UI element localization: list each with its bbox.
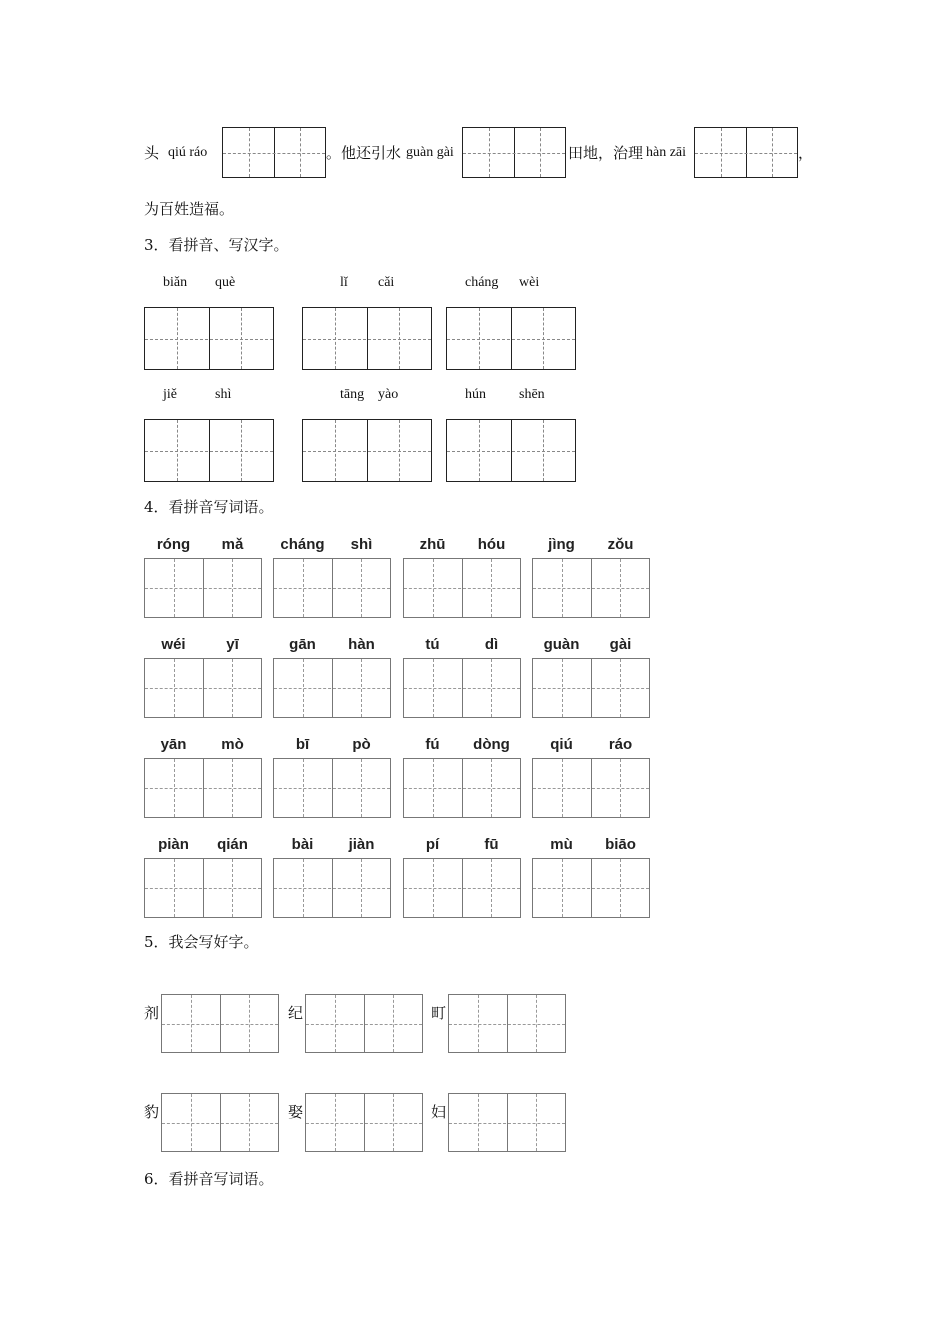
- pinyin-syllable: piàn: [158, 836, 189, 853]
- pinyin-syllable: biǎn: [163, 275, 188, 290]
- model-character: 剂: [144, 1004, 160, 1022]
- writing-grid[interactable]: [403, 658, 521, 718]
- pinyin-syllable: gài: [609, 636, 632, 653]
- model-character: 豹: [144, 1103, 160, 1121]
- writing-grid[interactable]: [694, 127, 798, 178]
- line1-text-4: ，: [798, 144, 814, 162]
- pinyin-syllable: tú: [425, 636, 440, 653]
- pinyin-syllable: mǎ: [221, 536, 244, 553]
- pinyin-syllable: biāo: [605, 836, 636, 853]
- pinyin-syllable: cháng: [465, 275, 499, 290]
- writing-grid[interactable]: [273, 758, 391, 818]
- section5-title: 5．我会写好字。: [144, 933, 259, 951]
- line2-text: 为百姓造福。: [144, 200, 235, 218]
- section4-title: 4．看拼音写词语。: [144, 498, 274, 516]
- pinyin-syllable: hóu: [477, 536, 506, 553]
- line1-pinyin-1: qiú ráo: [168, 145, 208, 160]
- writing-grid[interactable]: [144, 307, 274, 370]
- pinyin-syllable: shēn: [519, 387, 545, 402]
- pinyin-syllable: dì: [484, 636, 499, 653]
- writing-grid[interactable]: [144, 658, 262, 718]
- pinyin-syllable: wèi: [519, 275, 540, 290]
- pinyin-syllable: mò: [221, 736, 244, 753]
- writing-grid[interactable]: [462, 127, 566, 178]
- pinyin-syllable: yān: [160, 736, 187, 753]
- pinyin-syllable: bī: [295, 736, 310, 753]
- pinyin-syllable: mù: [550, 836, 573, 853]
- pinyin-syllable: shì: [215, 387, 232, 402]
- writing-grid[interactable]: [144, 758, 262, 818]
- pinyin-syllable: róng: [156, 536, 191, 553]
- pinyin-syllable: tāng: [340, 387, 365, 402]
- line1-text-1: 头: [144, 144, 160, 162]
- writing-grid[interactable]: [273, 658, 391, 718]
- model-character: 妇: [431, 1103, 447, 1121]
- pinyin-syllable: hún: [465, 387, 486, 402]
- section3-title: 3．看拼音、写汉字。: [144, 236, 289, 254]
- writing-grid[interactable]: [532, 758, 650, 818]
- pinyin-syllable: gān: [289, 636, 316, 653]
- pinyin-syllable: bài: [291, 836, 314, 853]
- writing-grid[interactable]: [448, 994, 566, 1053]
- pinyin-syllable: shì: [350, 536, 373, 553]
- pinyin-syllable: fú: [425, 736, 440, 753]
- pinyin-syllable: què: [215, 275, 236, 290]
- writing-grid[interactable]: [403, 858, 521, 918]
- writing-grid[interactable]: [446, 307, 576, 370]
- writing-grid[interactable]: [302, 419, 432, 482]
- pinyin-syllable: jiàn: [348, 836, 375, 853]
- pinyin-syllable: pí: [425, 836, 440, 853]
- pinyin-syllable: yào: [378, 387, 399, 402]
- pinyin-syllable: hàn: [348, 636, 375, 653]
- writing-grid[interactable]: [273, 558, 391, 618]
- writing-grid[interactable]: [273, 858, 391, 918]
- writing-grid[interactable]: [144, 558, 262, 618]
- pinyin-syllable: jiě: [163, 387, 177, 402]
- line1-text-2: 。他还引水: [326, 144, 402, 162]
- pinyin-syllable: cháng: [280, 536, 325, 553]
- model-character: 町: [431, 1004, 447, 1022]
- pinyin-syllable: lǐ: [340, 275, 348, 290]
- pinyin-syllable: qián: [217, 836, 248, 853]
- writing-grid[interactable]: [161, 994, 279, 1053]
- pinyin-syllable: zǒu: [607, 536, 634, 553]
- writing-grid[interactable]: [532, 858, 650, 918]
- model-character: 娶: [288, 1103, 304, 1121]
- writing-grid[interactable]: [305, 994, 423, 1053]
- line1-pinyin-2: guàn gài: [406, 145, 454, 160]
- pinyin-syllable: wéi: [161, 636, 186, 653]
- pinyin-syllable: fū: [484, 836, 499, 853]
- writing-grid[interactable]: [222, 127, 326, 178]
- writing-grid[interactable]: [403, 558, 521, 618]
- writing-grid[interactable]: [446, 419, 576, 482]
- writing-grid[interactable]: [144, 419, 274, 482]
- model-character: 纪: [288, 1004, 304, 1022]
- writing-grid[interactable]: [144, 858, 262, 918]
- pinyin-syllable: jìng: [548, 536, 575, 553]
- pinyin-syllable: zhū: [419, 536, 446, 553]
- pinyin-syllable: qiú: [550, 736, 573, 753]
- writing-grid[interactable]: [302, 307, 432, 370]
- writing-grid[interactable]: [161, 1093, 279, 1152]
- pinyin-syllable: cǎi: [378, 275, 395, 290]
- writing-grid[interactable]: [403, 758, 521, 818]
- pinyin-syllable: pò: [352, 736, 371, 753]
- writing-grid[interactable]: [448, 1093, 566, 1152]
- pinyin-syllable: ráo: [608, 736, 633, 753]
- section6-title: 6．看拼音写词语。: [144, 1170, 274, 1188]
- pinyin-syllable: guàn: [543, 636, 580, 653]
- writing-grid[interactable]: [532, 558, 650, 618]
- line1-text-3: 田地，治理: [568, 144, 644, 162]
- writing-grid[interactable]: [532, 658, 650, 718]
- pinyin-syllable: dòng: [473, 736, 510, 753]
- writing-grid[interactable]: [305, 1093, 423, 1152]
- pinyin-syllable: yī: [226, 636, 239, 653]
- line1-pinyin-3: hàn zāi: [646, 145, 687, 160]
